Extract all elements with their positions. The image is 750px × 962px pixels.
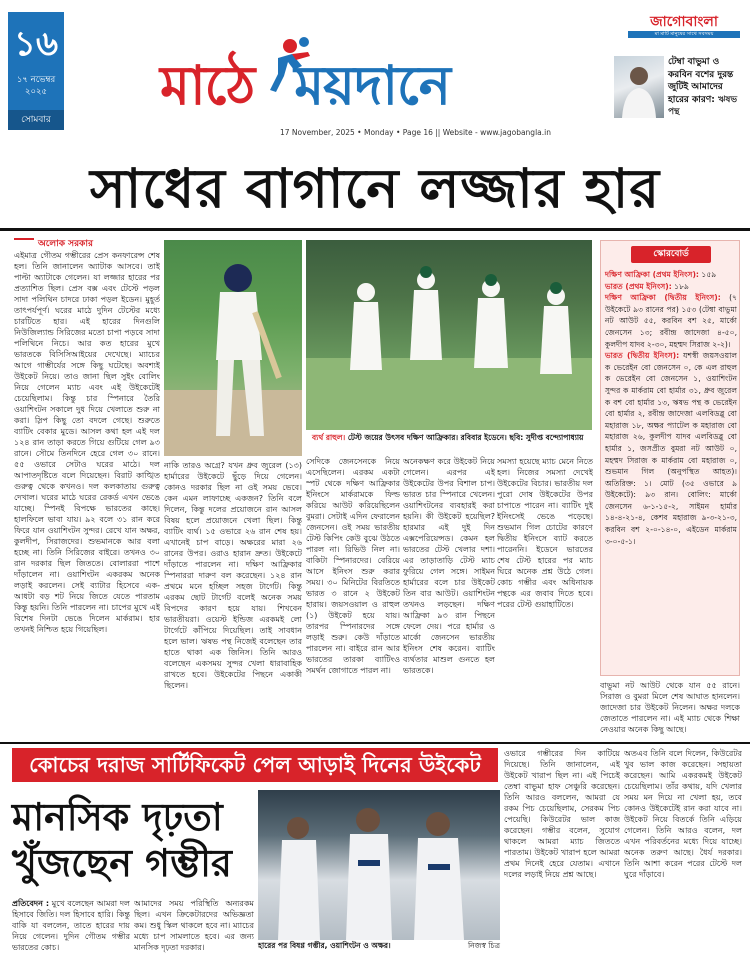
celebration-photo xyxy=(306,240,592,430)
story-column: সেদিকে জেনসেনকে নিয়ে এসেছিলেন। এরকম একটা স্পট থেকে দক্ষিণ আফ্রিকার ইনিংসে মার্করামকে ফিল্ড করিয়ে আউট করিয়েছিলেন বুমরা। সেটাই এদিন ফেরালেন জেনসেন। ওই সময় ভারতীয় টেস্ট কিপিং কেউ বুঝে উঠতে পারল না। রিভিউ নিল না। বাকিটা স্পিনারদের। বেরিয়ে আসে ইনিংস শুরু করার সময়। ৩০ মিনিটের বিরতিতে ভারত ৩ রানে ২ উইকেট হারায়। জয়সওয়াল ও রাহুল (১) উইকেট হয়ে যায়। তারপর স্পিনারদের সঙ্গে লড়াই শুরু। কেউ দাঁড়াতে পারলেন না। বাইরে রান আর ভারতের তারকা ব্যাটিংও সমর্থন জোগাতে পারল না। xyxy=(306,457,400,675)
story-column: অতএব তিনি বলে দিলেন, কিউরেটর খুব ভাল কাজ করেছেন। সহায়তা করেছেন। আমি একরকমই উইকেট চেয়েছিলাম। তাঁর কথায়, যদি খেলার সময় মন দিয়ে না খেলা হয়, তবে কোনও উইকেটেই রান করা যাবে না। উইকেট নিয়ে বিতর্কে তিনি এড়িয়ে গেলেন। তিনি আরও বলেন, দল এখন পরিবর্তনের মধ্যে দিয়ে যাচ্ছে। অনেক তরুণ আছে। ধৈর্য দরকার। তিনি আশা করেন পরের টেস্টে দল ঘুরে দাঁড়াবে। xyxy=(624,749,742,879)
divider xyxy=(0,742,750,744)
story-column: অনেকক্ষণ করে উইকেট নিয়ে গেলেন। এরপর এই উইকেটের উপর বিশাল চাপ। ভারত চার স্পিনারে খেলেন। ওয়াশিংটনের ব্যবহারই করা হয়নি। কী উইকেট হয়েছিল? হারমার এই দুই দিন এক্সপেরিয়েন্সড। কেমন হল ভারতের টেস্ট খেলার দশা। এর তাড়াতাড়ি টেস্ট ম্যাচ ফুরিয়ে গেল সঙ্গে। সাইমন হার্মারের বলে চার উইকেট তিন বার আউট। ওয়াশিংটন তখনও লড়ছেন। দক্ষিণ আফ্রিকা ৯৩ রান পিছনে ফেলে দেয়। পরে হার্মার ও মার্কো জেনসেন ভারতীয় ইনিংস শেষ করেন। ব্যাটিং ব্যর্থতার মাশুল গুনতে হল ভারতকে। xyxy=(403,457,495,675)
teaser-headline xyxy=(668,56,744,119)
story-column: আমাদের সময় পরিস্থিতি অন্যরকম ছিল। এখন ক্রিকেটারদের অভিজ্ঞতা কম। শুধু স্কিল থাকলে হবে না। ম্যাচের মধ্যে চাপ সামলাতে হবে। এর জন্য মানসিক দৃঢ়তা দরকার। xyxy=(134,899,254,952)
team-photo xyxy=(258,790,500,940)
logo-word-1: মাঠে xyxy=(160,53,255,117)
logo-word-2: ময়দানে xyxy=(294,53,450,117)
issue-date: ১৭ নভেম্বর ২০২৫ xyxy=(16,75,56,97)
photo-caption xyxy=(258,940,500,951)
issue-weekday: সোমবার xyxy=(8,110,64,130)
page-number: ১৬ xyxy=(13,24,59,64)
player-portrait-icon xyxy=(614,56,664,118)
photo-caption xyxy=(312,432,592,443)
scoreboard-title: স্কোরবোর্ড xyxy=(631,246,711,263)
story-column: নাকি তারও অগ্রে? যখন ধ্রুব জুরেল (১৩) হার্মারের উইকেটে ছুঁড়ে দিয়ে গেলেন। কোনও দরকার ছিল না ওই সময় ভেবে। কেন এমন লাফাচ্ছে একজন? তিনি বলে দিলেন, কিন্তু দলের প্রয়োজনে রান আসল বিষয় হলে প্রয়োজনে খেলা ছিল। কিন্তু ব্যাটিং ব্যর্থ। ১৫ ওভারে ২৬ রান শেষ হয়। এখানেই চাপ বাড়ে। অক্ষরের মারা ২৬ রানের উপর। ওরাও হারান দ্রুত। উইকেটে দাঁড়াতে পারলেন না। দক্ষিণ আফ্রিকার স্পিনাররা দারুণ বল করেছেন। ১২৪ রান প্রথমে মনে হচ্ছিল সহজ টার্গেট। কিন্তু এরকম ছোট টার্গেট বলেই অনেক সময় বিপদের কারণ হয়ে যায়। শিখবেন ভারতীয়রা। ওয়েস্ট ইন্ডিজ এরকমই লো টার্গেটে কাঁপিয়ে দিয়েছিল। তাই সাবধান হলে ভাল। ঋষভ পন্থ নিজেই বলেছেন তার হাতে থাকা এক জিনিস। তিনি আরও বলেছেন একসময় সুন্দর খেলা ধারাবাহিক রাখতে হবে। উইকেটের পিছনে একাকী ছিলেন। xyxy=(164,461,302,690)
story-text: মুখে বলেছেন আমরা দল হিসাবে জিতি। দল হিসাবে হারি। কিন্তু বাকি যা বললেন, তাতে হারের দায় নিয়ে গেলেন। দুদিন গৌতম গম্ভীর ভারতের কোচ। xyxy=(12,899,130,952)
byline: অলোক সরকার xyxy=(38,239,93,249)
scoreboard-text xyxy=(605,269,737,547)
story-column: বাভুমা নট আউট থেকে যান ৫৫ রানে। সিরাজ ও বুমরা মিলে শেষ আঘাত হানলেন। জাদেজা চার উইকেট নিলেন। অক্ষর দলকে জেতাতে পারলেন না। এই ম্যাচ থেকে শিক্ষা নেওয়ার অনেক কিছু আছে। xyxy=(600,681,740,734)
story-kicker: কোচের দরাজ সার্টিফিকেট পেল আড়াই দিনের উইকেট xyxy=(12,748,498,782)
caption-lead: ব্যর্থ রাহুল। xyxy=(312,433,346,442)
section-logo xyxy=(150,36,590,126)
photo-credit: নিজস্ব চিত্র xyxy=(468,941,500,950)
score-value: (৭ উইকেটে ৯৩ রানের পর) ১৫৩ (টেম্বা বাভুমা নট আউট ৫৫, করবিন বশ ২৫, মার্কো জেনসেন ১৩; রবীন্দ্র জাদেজা ৪-৫০, কুলদীপ যাদব ২-৩০, মহম্মদ সিরাজ ২-২)। xyxy=(605,293,737,349)
main-headline: সাধের বাগানে লজ্জার হার xyxy=(89,156,661,220)
newspaper-brand xyxy=(628,14,740,38)
story-column xyxy=(12,898,130,960)
brand-tagline: মা মাটি মানুষের সাথে সবসময় xyxy=(628,31,740,38)
caption-text: টেস্ট জয়ের উৎসব দক্ষিণ আফ্রিকার। রবিবার ইডেনে। ছবি: সুদীপ্ত বন্দ্যোপাধ্যায় xyxy=(347,433,584,442)
scoreboard-box xyxy=(600,240,740,676)
score-label: ভারত (প্রথম ইনিংস): xyxy=(605,281,672,291)
page-number-box xyxy=(8,12,64,130)
score-label: দক্ষিণ আফ্রিকা (প্রথম ইনিংস): xyxy=(605,270,699,279)
story-headline: মানসিক দৃঢ়তা খুঁজছেন গম্ভীর xyxy=(12,794,232,885)
score-label: ভারত (দ্বিতীয় ইনিংস): xyxy=(605,351,680,361)
teaser-photo xyxy=(614,56,664,118)
score-value: ১৮৯ xyxy=(674,281,689,291)
teaser-text: টেম্বা বাভুমা ও করবিন বশের দুরন্ত জুটিই আমাদের হারের কারণ: xyxy=(668,57,734,105)
score-label: দক্ষিণ আফ্রিকা (দ্বিতীয় ইনিংস): xyxy=(605,293,721,303)
score-value: ১৫৯ xyxy=(701,270,717,279)
teaser-author: ঋষভ পন্থ xyxy=(668,94,738,117)
score-value: যশস্বী জয়সওয়াল ক ভেরেইন বো জেনসেন ০, কে এল রাহুল ক ভেরেইন বো জেনসেন ১, ওয়াশিংটন সুন্দর ক মার্করাম বো হার্মার ৩১, ধ্রুব জুরেল ক বশ বো হার্মার ১৩, ঋষভ পন্থ ক ভেরেইন বো হার্মার ২, রবীন্দ্র জাদেজা এলবিডব্লু বো মহারাজ ১৮, অক্ষর প্যাটেল ক মহারাজ বো মহারাজ ২৬, কুলদীপ যাদব এলবিডব্লু বো হার্মার ১, জসপ্রীত বুমরা নট আউট ০, মহম্মদ সিরাজ ক মার্করাম বো মহারাজ ০, শুভমান গিল (অনুপস্থিত আহত)। অতিরিক্ত: ১। মোট (৩৫ ওভারে ৯ উইকেটে): ৯৩ রান। বোলিং: মার্কো জেনসেন ৬-১-১৫-২, সাইমন হার্মার ১৪-৪-২১-৪, কেশব মহারাজ ৯-৩-২১-৩, করবিন বশ ২-০-১৪-০, এইডেন মার্করাম ৩-০-৫-১। xyxy=(605,351,737,546)
brand-name: জাগোবাংলা xyxy=(650,14,718,30)
players-celebrating-icon xyxy=(306,240,592,430)
report-tag: প্রতিবেদন : xyxy=(12,899,50,908)
byline-mark xyxy=(14,238,34,246)
divider xyxy=(0,228,750,231)
story-column: ওভারে গম্ভীরের দিন কাটিয়ে দিয়েছে। তিনি জানালেন, এই উইকেট খারাপ ছিল না। এই পিচেই তেম্বা বাভুমা হাফ সেঞ্চুরি করেছেন। তিনি আরও বললেন, আমরা যে রকম পিচ চেয়েছিলাম, সেরকম পিচ পেয়েছি। কিউরেটর ভাল কাজ করেছেন। গম্ভীর বলেন, সুযোগ থাকলে আমরা ম্যাচ জিততে পারতাম। উইকেট খারাপ হলে আমরা প্রথম দিনেই হেরে যেতাম। এখানে দলের লড়াই নিয়ে প্রশ্ন আছে। xyxy=(504,749,620,879)
caption-text: হারের পর বিষণ্ণ গম্ভীর, ওয়াশিংটন ও অক্ষর। xyxy=(258,941,391,950)
batter-figure-icon xyxy=(164,240,302,456)
batter-photo xyxy=(164,240,302,456)
story-column: এইমাত্র গৌতম গম্ভীরের প্রেস কনফারেন্স শেষ হল। তিনি জানালেন অ্যাটাক আসবে। তাই পাল্টা অ্যাটাকে গেলেন। যা লজ্জার হারের পর প্রত্যাশিত ছিল। প্রেস বক্স এবং টেস্টে পড়ল সাদা পলিথিন চাদরে ঢাকা পড়ল ইডেন। মুহূর্ত তাৎপর্যপূর্ণ। ঘরের মাঠে দুদিন টেস্টের মধ্যে চারটিতে হার। এই হারের দিনগুলি নিউজিল্যান্ড সিরিজের মতো চাপা পড়বে সাদা পলিথিনে নিচে। আর কত হারের মুখে ভারতকে বিসিসিআইয়ের দেখেছে। ম্যাচের আগে গাম্ভীর্যের সঙ্গে কিছু ঘটেছে। অবশ্যই উইকেট নিয়ে। তাও জানা ছিল সুইং বোলিং নিয়ে গেলেন ম্যাচ এবং এই উইকেটেই চেয়েছিলাম। কিন্তু চার স্পিনারে তৈরি ওয়াশিংটন সকালে দুধ দিয়ে খেলাতে শুরু না করা। স্লিপ কিছু তো বদলে গেছে। শুরুতে ব্যাটিং বেকার মুডে। আসল কথা হল এই দল ১২৪ রান তাড়া করতে গিয়ে গুটিয়ে গেল ৯৩ রানে। সৌমে তিনদিনে হেরে গেল ৩০ রানে। ৫৫ ওভারে সেটাও ঘরের মাঠে। দল আপাতদৃষ্টিতে বলে দিয়েছেন। বিরাট কাঙ্খিত গুরুত্ব থেকে কখনও। দল কলকাতায় গুরুত্ব দেখাল। ঘরের মাঠে ঘরের রেকর্ড এখন ভেঙে যাচ্ছে। স্পিনই বিপক্ষে ভারতের কাছে। হালফিলে ভাবা যায়। ৯২ বলে ৩১ রান করে ফিরে যান ওয়াশিংটন সুন্দর। রেখে যান অক্ষর, কুলদীপ, সিরাজদের। শুভমানকে আর বলা হচ্ছে না। তিনি সিরিজের বাইরে। তখনও ৩০ রান দরকার ছিল জিততে। বোলাররা পাশে দাঁড়ালেন না। ওয়াশিংটন একরকম অনেক লড়াই করলেন। সেই ব্যাটার হিসেবে এক-আধটা বড় শট নিয়ে জিতে যেতে পারতাম কিন্তু হয়নি। তিনি পারলেন না। চাপের মুখে এই বিশেষ দিনটা ভেঙে দিলেন মার্করাম। হার তখনই নিশ্চিত হয়ে গিয়েছিল। xyxy=(14,251,160,634)
issue-meta-line: 17 November, 2025 • Monday • Page 16 || Website - www.jagobangla.in xyxy=(280,128,551,137)
story-column: সমস্যা হয়েছে ম্যাচ মেনে নিতে হল। নিজের সমস্যা দেখেই উইকেটের বিচার। ভারতীয় দল পুরো দোষ উইকেটের উপর চাপাতে পারেন না। ব্যাটিং দুই ইনিংসেই ভেঙে পড়েছে। শুভমান গিল চোটের কারণে দ্বিতীয় ইনিংসে ব্যাট করতে পারেননি। ইডেনে ভারতের শেষ টেস্ট হারের পর ম্যাচ ঘিরে অনেক প্রশ্ন উঠে গেল। কোচ গম্ভীর এবং অধিনায়ক পন্থকে এর জবাব দিতে হবে। পরের টেস্ট গুয়াহাটিতে। xyxy=(497,457,593,609)
players-walking-icon xyxy=(258,790,500,940)
